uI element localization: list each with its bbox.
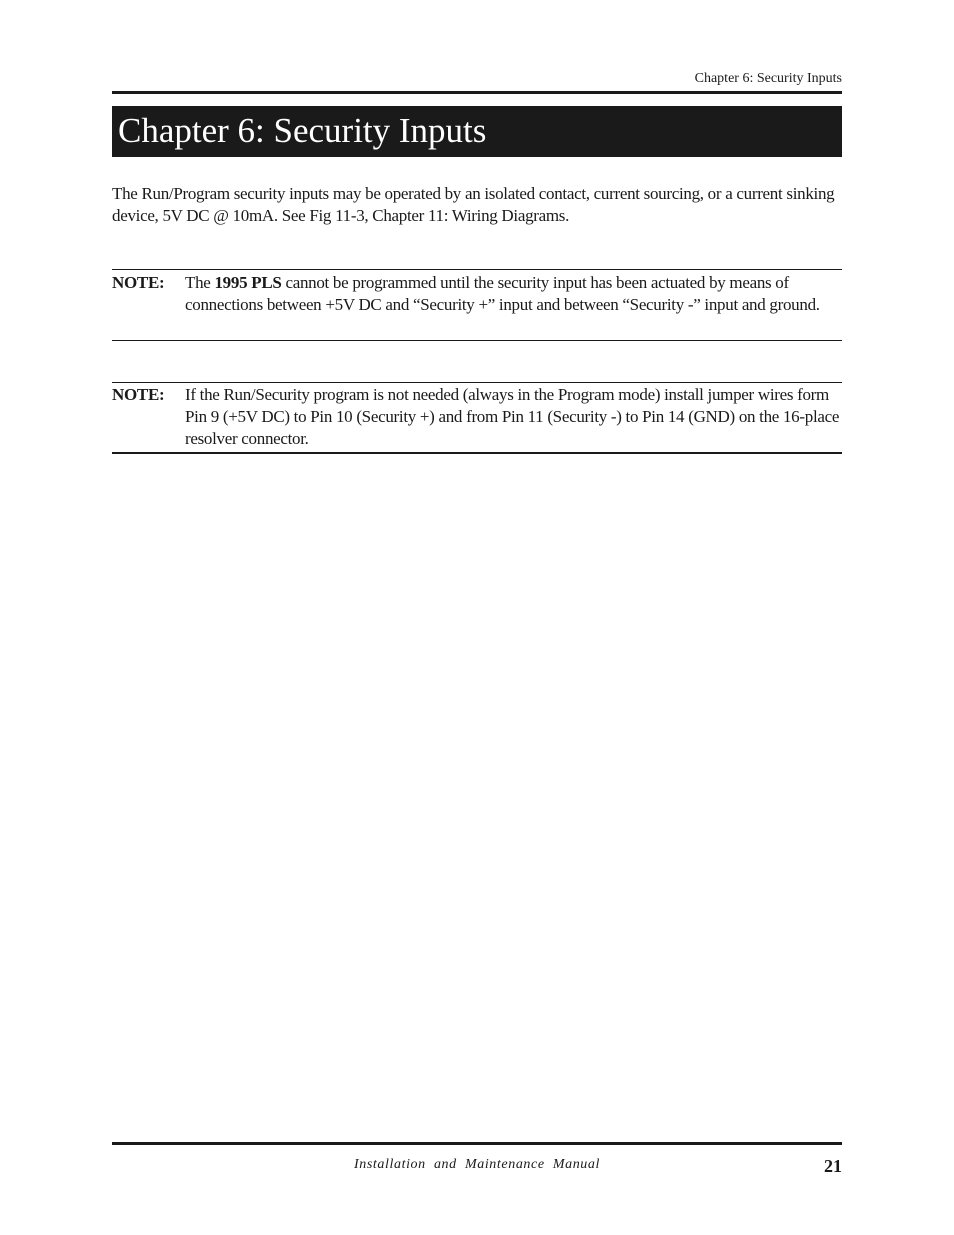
note-label: NOTE: [112, 273, 165, 292]
note-jumper-wires [112, 382, 842, 454]
footer-manual-title: Installation and Maintenance Manual [354, 1157, 600, 1172]
note-text-after: cannot be programmed until the security input has been actuated by means of connections between +5V DC and “Security +” input and between “Security -” input and ground. [185, 273, 820, 314]
running-header: Chapter 6: Security Inputs [694, 71, 842, 86]
chapter-title: Chapter 6: Security Inputs [118, 111, 487, 150]
note-body [185, 272, 842, 340]
intro-paragraph: The Run/Program security inputs may be operated by an isolated contact, current sourcing, or a current sinking device, 5V DC @ 10mA. See Fig 11-3, Chapter 11: Wiring Diagrams. [112, 184, 835, 225]
note-body: If the Run/Security program is not needed (always in the Program mode) install jumper wires form Pin 9 (+5V DC) to Pin 10 (Security +) and from Pin 11 (Security -) to Pin 14 (GND) on the 16-place resolver connector. [185, 385, 840, 448]
footer-rule [112, 1142, 842, 1145]
chapter-title-bar [112, 106, 842, 157]
page-number: 21 [824, 1156, 842, 1176]
note-text-before: The [185, 273, 215, 292]
header-rule [112, 91, 842, 94]
product-name: 1995 PLS [214, 273, 282, 292]
note-label: NOTE: [112, 385, 165, 404]
note-programming-lock [112, 269, 842, 341]
